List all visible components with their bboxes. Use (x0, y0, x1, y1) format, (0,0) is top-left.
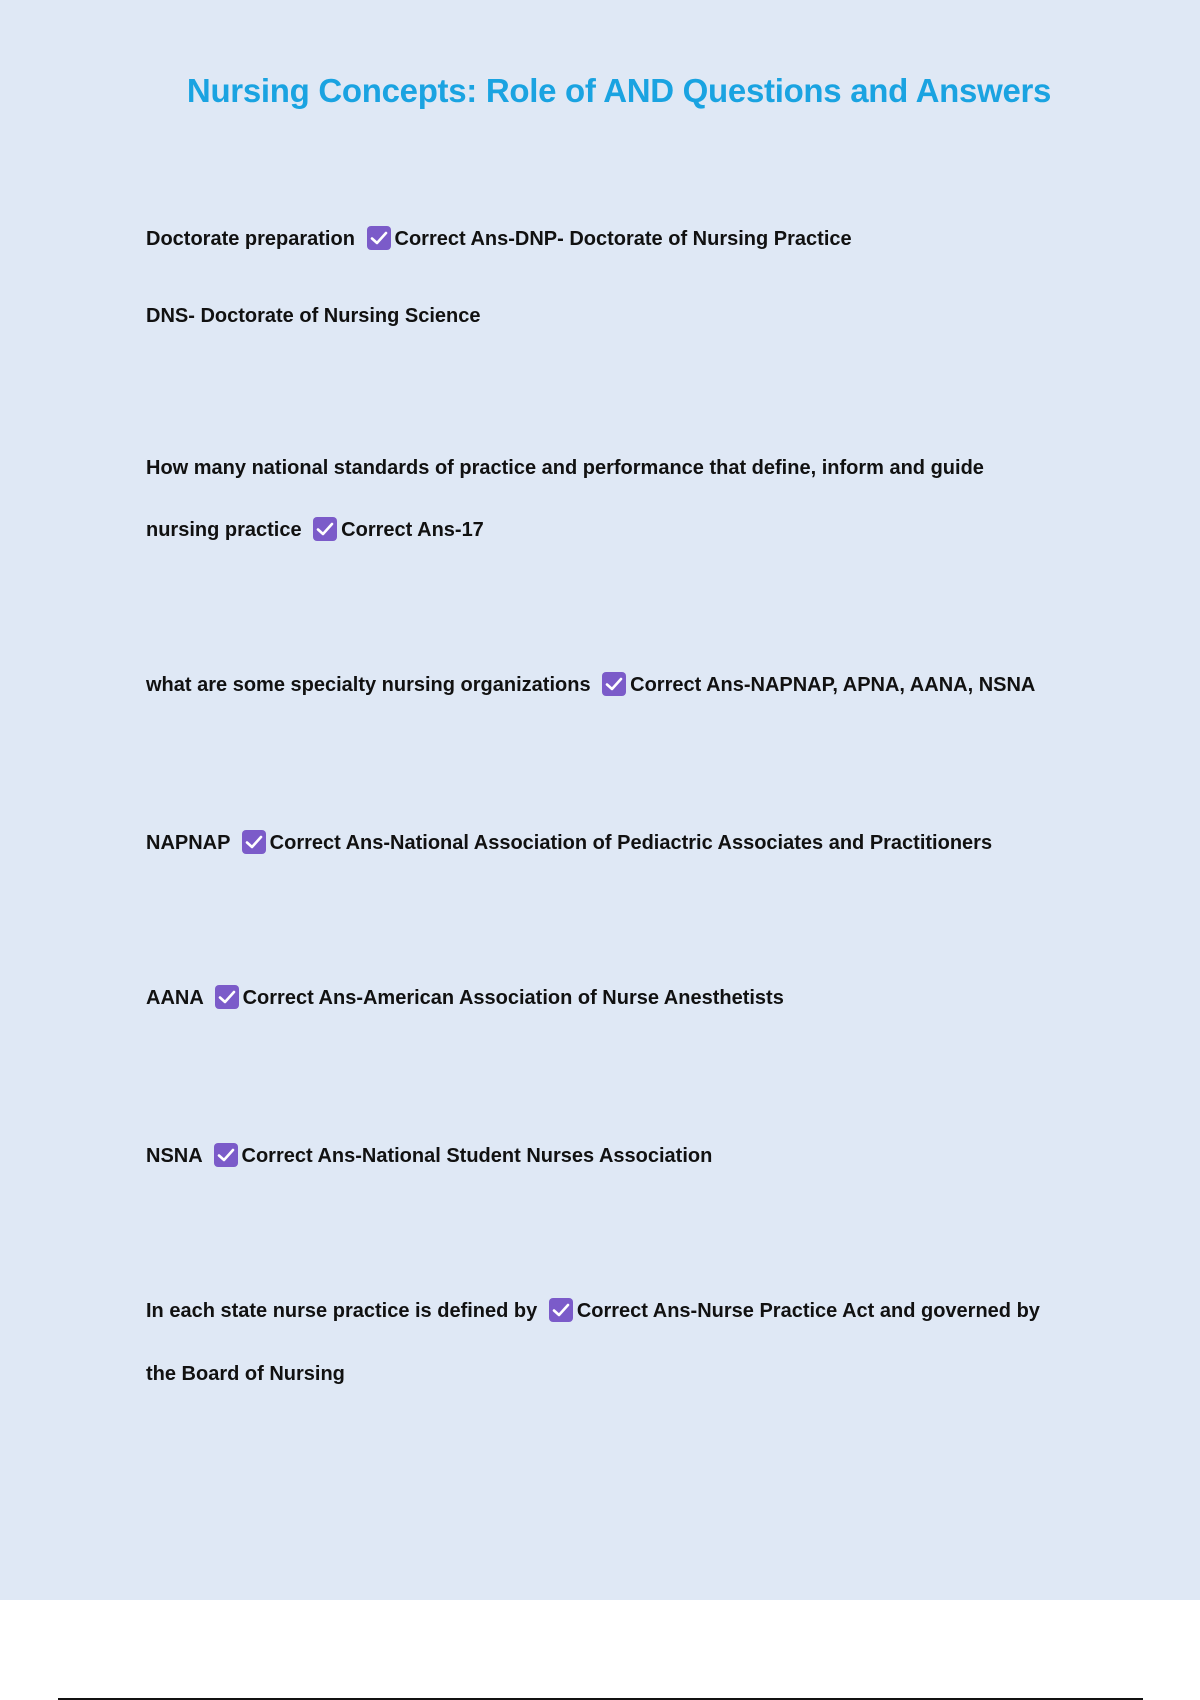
check-box-icon (214, 1143, 238, 1167)
qa-item-napnap (146, 830, 992, 856)
check-box-icon (215, 985, 239, 1009)
check-box-icon (602, 672, 626, 696)
qa-item-aana (146, 985, 784, 1011)
qa-item-national-standards-cont (146, 517, 484, 543)
qa-item-doctorate-preparation (146, 226, 852, 252)
question-text: AANA (146, 987, 204, 1009)
check-box-icon (367, 226, 391, 250)
question-text: NAPNAP (146, 832, 231, 854)
answer-text: Correct Ans-National Association of Pediactric Associates and Practitioners (269, 832, 993, 854)
qa-item-specialty-organizations (146, 672, 1035, 698)
answer-text: Correct Ans-DNP- Doctorate of Nursing Practice (394, 228, 852, 250)
document-title: Nursing Concepts: Role of AND Questions and Answers (186, 72, 1052, 109)
answer-text: Correct Ans-17 (341, 519, 484, 541)
qa-item-nsna (146, 1143, 712, 1169)
question-text: what are some specialty nursing organizations (146, 674, 591, 696)
answer-text: Correct Ans-American Association of Nurse Anesthetists (242, 987, 784, 1009)
qa-item-national-standards (146, 455, 984, 481)
check-box-icon (313, 517, 337, 541)
answer-text: Correct Ans-Nurse Practice Act and governed by (576, 1300, 1040, 1322)
answer-text: Correct Ans-NAPNAP, APNA, AANA, NSNA (630, 674, 1036, 696)
question-text: In each state nurse practice is defined by (146, 1300, 538, 1322)
answer-continuation: the Board of Nursing (146, 1363, 345, 1385)
check-box-icon (242, 830, 266, 854)
check-box-icon (549, 1298, 573, 1322)
question-text: Doctorate preparation (146, 228, 355, 250)
question-text: NSNA (146, 1145, 202, 1167)
question-text-continuation: nursing practice (146, 519, 302, 541)
answer-text: Correct Ans-National Student Nurses Association (241, 1145, 713, 1167)
answer-continuation: DNS- Doctorate of Nursing Science (146, 305, 481, 327)
qa-item-state-nurse-practice (146, 1298, 1040, 1324)
question-text: How many national standards of practice and performance that define, inform and guide (146, 457, 984, 479)
